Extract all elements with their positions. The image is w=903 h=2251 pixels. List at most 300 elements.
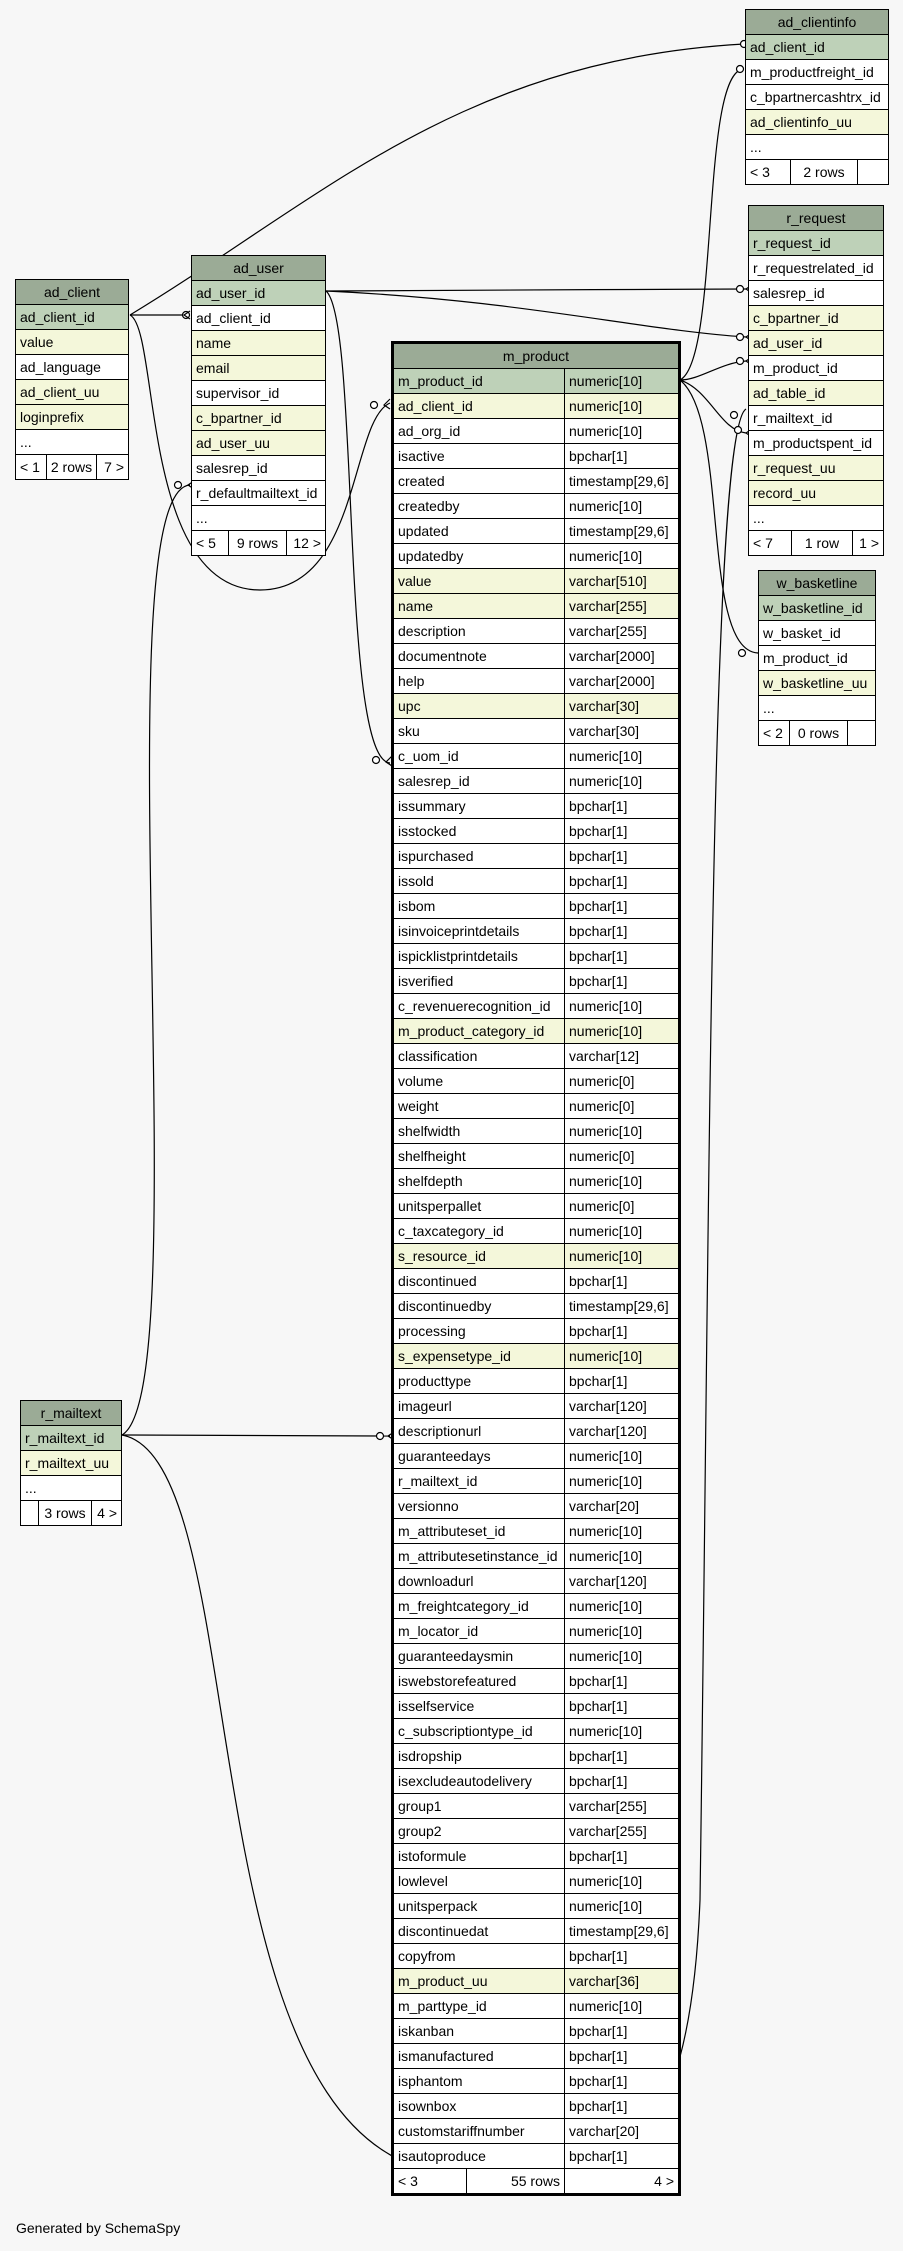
row-count: 55 rows xyxy=(466,2169,564,2193)
column-row[interactable] xyxy=(394,919,678,944)
children-count[interactable]: 12 > xyxy=(286,531,325,555)
table-ad-clientinfo[interactable] xyxy=(745,9,889,185)
column-name: r_mailtext_id xyxy=(394,1469,564,1493)
column-row[interactable] xyxy=(746,60,888,85)
column-name: name xyxy=(192,331,325,355)
children-count[interactable] xyxy=(847,721,875,745)
column-type: numeric[10] xyxy=(564,544,678,568)
column-list xyxy=(749,231,883,531)
edge-aduser-rrequest xyxy=(326,291,746,337)
column-type: bpchar[1] xyxy=(564,1944,678,1968)
column-row[interactable] xyxy=(749,431,883,456)
column-row[interactable] xyxy=(394,694,678,719)
table-footer xyxy=(746,160,888,184)
column-row[interactable] xyxy=(394,1969,678,1994)
column-name: loginprefix xyxy=(16,405,128,429)
column-row[interactable] xyxy=(192,406,325,431)
column-row[interactable] xyxy=(394,394,678,419)
column-name: s_expensetype_id xyxy=(394,1344,564,1368)
column-name: ismanufactured xyxy=(394,2044,564,2068)
column-name: imageurl xyxy=(394,1394,564,1418)
more-columns-row xyxy=(16,430,128,455)
column-type: bpchar[1] xyxy=(564,2044,678,2068)
column-name: shelfheight xyxy=(394,1144,564,1168)
table-w-basketline[interactable] xyxy=(758,570,876,746)
edge-mproduct-rrequest-spent xyxy=(680,380,746,433)
column-type: bpchar[1] xyxy=(564,2019,678,2043)
column-name: group2 xyxy=(394,1819,564,1843)
column-row[interactable] xyxy=(394,1544,678,1569)
column-name: m_attributesetinstance_id xyxy=(394,1544,564,1568)
column-name: m_product_category_id xyxy=(394,1019,564,1043)
column-type: bpchar[1] xyxy=(564,2094,678,2118)
column-row[interactable] xyxy=(394,1744,678,1769)
table-title: r_mailtext xyxy=(21,1401,121,1426)
column-row[interactable] xyxy=(394,1594,678,1619)
column-name: ... xyxy=(746,135,888,159)
column-type: bpchar[1] xyxy=(564,944,678,968)
edge-mailtext-mproduct xyxy=(122,1435,390,1436)
column-row[interactable] xyxy=(394,1344,678,1369)
column-row[interactable] xyxy=(192,431,325,456)
column-row[interactable] xyxy=(394,1444,678,1469)
column-row[interactable] xyxy=(394,869,678,894)
column-row[interactable] xyxy=(394,1869,678,1894)
column-name: m_productfreight_id xyxy=(746,60,888,84)
column-name: discontinued xyxy=(394,1269,564,1293)
row-count: 2 rows xyxy=(790,160,857,184)
column-row[interactable] xyxy=(394,1519,678,1544)
column-row[interactable] xyxy=(749,281,883,306)
column-type: varchar[12] xyxy=(564,1044,678,1068)
column-name: m_attributeset_id xyxy=(394,1519,564,1543)
table-footer xyxy=(394,2169,678,2193)
column-row[interactable] xyxy=(394,1094,678,1119)
column-name: ad_client_id xyxy=(394,394,564,418)
column-row[interactable] xyxy=(394,1769,678,1794)
column-row[interactable] xyxy=(759,646,875,671)
column-name: created xyxy=(394,469,564,493)
column-row[interactable] xyxy=(394,744,678,769)
parents-count[interactable]: < 3 xyxy=(394,2169,466,2193)
table-footer xyxy=(749,531,883,555)
column-type: varchar[20] xyxy=(564,2119,678,2143)
column-row[interactable] xyxy=(394,444,678,469)
column-name: r_defaultmailtext_id xyxy=(192,481,325,505)
column-type: numeric[10] xyxy=(564,369,678,393)
column-row[interactable] xyxy=(394,1044,678,1069)
column-row[interactable] xyxy=(394,519,678,544)
column-row[interactable] xyxy=(394,1994,678,2019)
table-title: w_basketline xyxy=(759,571,875,596)
column-name: customstariffnumber xyxy=(394,2119,564,2143)
column-name: shelfwidth xyxy=(394,1119,564,1143)
column-type: varchar[36] xyxy=(564,1969,678,1993)
column-name: group1 xyxy=(394,1794,564,1818)
column-row[interactable] xyxy=(394,1119,678,1144)
column-row[interactable] xyxy=(394,1294,678,1319)
column-name: ispicklistprintdetails xyxy=(394,944,564,968)
table-footer xyxy=(21,1501,121,1525)
column-row[interactable] xyxy=(394,1794,678,1819)
generated-by-note: Generated by SchemaSpy xyxy=(16,2220,181,2236)
column-row[interactable] xyxy=(746,85,888,110)
row-count: 2 rows xyxy=(46,455,96,479)
column-name: ad_clientinfo_uu xyxy=(746,110,888,134)
column-row[interactable] xyxy=(749,406,883,431)
column-row[interactable] xyxy=(749,306,883,331)
column-name: ... xyxy=(21,1476,121,1500)
column-name: ad_client_id xyxy=(192,306,325,330)
column-name: versionno xyxy=(394,1494,564,1518)
column-type: bpchar[1] xyxy=(564,2144,678,2168)
column-type: bpchar[1] xyxy=(564,444,678,468)
column-name: w_basket_id xyxy=(759,621,875,645)
column-type: numeric[10] xyxy=(564,1444,678,1468)
parents-count[interactable]: < 5 xyxy=(192,531,228,555)
parents-count[interactable]: < 7 xyxy=(749,531,791,555)
more-columns-row xyxy=(192,506,325,531)
column-row[interactable] xyxy=(749,331,883,356)
column-row[interactable] xyxy=(394,1569,678,1594)
column-type: bpchar[1] xyxy=(564,1844,678,1868)
column-type: numeric[10] xyxy=(564,494,678,518)
column-row[interactable] xyxy=(394,419,678,444)
column-row[interactable] xyxy=(394,1144,678,1169)
column-name: createdby xyxy=(394,494,564,518)
column-row[interactable] xyxy=(394,2094,678,2119)
column-row[interactable] xyxy=(394,1494,678,1519)
column-name: updated xyxy=(394,519,564,543)
column-name: iskanban xyxy=(394,2019,564,2043)
column-name: isautoproduce xyxy=(394,2144,564,2168)
column-name: m_product_uu xyxy=(394,1969,564,1993)
column-row[interactable] xyxy=(394,619,678,644)
column-type: varchar[120] xyxy=(564,1394,678,1418)
column-type: numeric[0] xyxy=(564,1069,678,1093)
column-list xyxy=(759,596,875,721)
column-name: isexcludeautodelivery xyxy=(394,1769,564,1793)
column-type: numeric[0] xyxy=(564,1194,678,1218)
column-name: isdropship xyxy=(394,1744,564,1768)
column-name: c_uom_id xyxy=(394,744,564,768)
column-name: salesrep_id xyxy=(749,281,883,305)
column-name: lowlevel xyxy=(394,1869,564,1893)
column-name: value xyxy=(394,569,564,593)
column-name: c_bpartner_id xyxy=(192,406,325,430)
column-name: c_bpartnercashtrx_id xyxy=(746,85,888,109)
table-footer xyxy=(16,455,128,479)
column-type: numeric[10] xyxy=(564,1894,678,1918)
column-type: varchar[30] xyxy=(564,719,678,743)
column-type: bpchar[1] xyxy=(564,969,678,993)
column-type: numeric[10] xyxy=(564,1244,678,1268)
column-row[interactable] xyxy=(394,944,678,969)
column-row[interactable] xyxy=(394,2019,678,2044)
row-count: 9 rows xyxy=(228,531,286,555)
children-count[interactable] xyxy=(857,160,888,184)
column-row[interactable] xyxy=(394,2144,678,2169)
column-row[interactable] xyxy=(16,380,128,405)
column-row[interactable] xyxy=(394,769,678,794)
table-m-product[interactable] xyxy=(391,341,681,2196)
column-name: ad_language xyxy=(16,355,128,379)
column-row[interactable] xyxy=(394,1694,678,1719)
column-name: record_uu xyxy=(749,481,883,505)
column-row[interactable] xyxy=(394,1194,678,1219)
column-name: guaranteedays xyxy=(394,1444,564,1468)
column-row[interactable] xyxy=(394,1944,678,1969)
more-columns-row xyxy=(746,135,888,160)
column-row[interactable] xyxy=(394,969,678,994)
column-name: discontinuedat xyxy=(394,1919,564,1943)
row-count: 1 row xyxy=(791,531,852,555)
column-name: weight xyxy=(394,1094,564,1118)
column-type: varchar[255] xyxy=(564,1794,678,1818)
column-name: ad_table_id xyxy=(749,381,883,405)
column-type: numeric[10] xyxy=(564,394,678,418)
column-type: numeric[10] xyxy=(564,1169,678,1193)
column-name: ad_user_id xyxy=(192,281,325,305)
column-type: numeric[10] xyxy=(564,1719,678,1743)
column-row[interactable] xyxy=(394,1669,678,1694)
column-row[interactable] xyxy=(394,1069,678,1094)
column-type: bpchar[1] xyxy=(564,1669,678,1693)
table-title: r_request xyxy=(749,206,883,231)
edge-mproduct-wbasketline xyxy=(680,380,758,653)
column-name: issummary xyxy=(394,794,564,818)
column-row[interactable] xyxy=(394,1919,678,1944)
column-row[interactable] xyxy=(192,456,325,481)
column-row[interactable] xyxy=(746,35,888,60)
column-row[interactable] xyxy=(394,844,678,869)
column-row[interactable] xyxy=(394,669,678,694)
column-row[interactable] xyxy=(16,330,128,355)
column-row[interactable] xyxy=(394,994,678,1019)
column-name: w_basketline_id xyxy=(759,596,875,620)
column-name: discontinuedby xyxy=(394,1294,564,1318)
column-row[interactable] xyxy=(394,1319,678,1344)
column-name: c_revenuerecognition_id xyxy=(394,994,564,1018)
column-row[interactable] xyxy=(21,1451,121,1476)
column-row[interactable] xyxy=(749,256,883,281)
parents-count[interactable]: < 2 xyxy=(759,721,789,745)
column-row[interactable] xyxy=(394,1169,678,1194)
column-name: ad_client_uu xyxy=(16,380,128,404)
column-row[interactable] xyxy=(192,481,325,506)
column-type: bpchar[1] xyxy=(564,794,678,818)
column-name: ispurchased xyxy=(394,844,564,868)
column-name: ad_client_id xyxy=(16,305,128,329)
column-row[interactable] xyxy=(749,456,883,481)
column-name: email xyxy=(192,356,325,380)
column-list xyxy=(21,1426,121,1501)
table-r-request[interactable] xyxy=(748,205,884,556)
column-row[interactable] xyxy=(16,355,128,380)
column-name: salesrep_id xyxy=(192,456,325,480)
column-row[interactable] xyxy=(394,1419,678,1444)
table-title: ad_user xyxy=(192,256,325,281)
column-type: varchar[20] xyxy=(564,1494,678,1518)
column-name: m_locator_id xyxy=(394,1619,564,1643)
column-name: r_mailtext_id xyxy=(749,406,883,430)
column-row[interactable] xyxy=(749,481,883,506)
edge-mproduct-rrequest xyxy=(680,361,746,380)
column-row[interactable] xyxy=(394,1019,678,1044)
column-row[interactable] xyxy=(746,110,888,135)
column-name: volume xyxy=(394,1069,564,1093)
column-name: c_taxcategory_id xyxy=(394,1219,564,1243)
column-row[interactable] xyxy=(394,644,678,669)
column-type: numeric[10] xyxy=(564,1994,678,2018)
column-name: c_subscriptiontype_id xyxy=(394,1719,564,1743)
row-count: 0 rows xyxy=(789,721,847,745)
column-type: bpchar[1] xyxy=(564,1319,678,1343)
column-list xyxy=(394,369,678,2169)
column-row[interactable] xyxy=(192,281,325,306)
column-list xyxy=(192,281,325,531)
parents-count[interactable] xyxy=(21,1501,38,1525)
column-type: bpchar[1] xyxy=(564,869,678,893)
column-row[interactable] xyxy=(394,1894,678,1919)
column-name: producttype xyxy=(394,1369,564,1393)
column-name: ... xyxy=(16,430,128,454)
column-row[interactable] xyxy=(394,469,678,494)
column-row[interactable] xyxy=(394,1394,678,1419)
column-row[interactable] xyxy=(394,1719,678,1744)
column-name: s_resource_id xyxy=(394,1244,564,1268)
column-row[interactable] xyxy=(394,544,678,569)
children-count[interactable]: 1 > xyxy=(852,531,883,555)
more-columns-row xyxy=(749,506,883,531)
column-row[interactable] xyxy=(192,381,325,406)
column-row[interactable] xyxy=(394,819,678,844)
column-row[interactable] xyxy=(394,369,678,394)
column-name: isownbox xyxy=(394,2094,564,2118)
column-row[interactable] xyxy=(192,306,325,331)
parents-count[interactable]: < 1 xyxy=(16,455,46,479)
column-type: numeric[10] xyxy=(564,1469,678,1493)
children-count[interactable]: 4 > xyxy=(91,1501,121,1525)
column-row[interactable] xyxy=(16,405,128,430)
column-name: r_request_uu xyxy=(749,456,883,480)
column-row[interactable] xyxy=(394,1469,678,1494)
column-row[interactable] xyxy=(192,331,325,356)
column-row[interactable] xyxy=(21,1426,121,1451)
column-type: bpchar[1] xyxy=(564,819,678,843)
column-row[interactable] xyxy=(394,1244,678,1269)
column-name: iswebstorefeatured xyxy=(394,1669,564,1693)
column-type: varchar[120] xyxy=(564,1569,678,1593)
table-title: ad_client xyxy=(16,280,128,305)
column-row[interactable] xyxy=(394,569,678,594)
table-title: m_product xyxy=(394,344,678,369)
edge-mailtext-aduser xyxy=(122,485,190,1435)
table-ad-client[interactable] xyxy=(15,279,129,480)
column-name: descriptionurl xyxy=(394,1419,564,1443)
column-row[interactable] xyxy=(394,1619,678,1644)
column-type: numeric[10] xyxy=(564,1019,678,1043)
column-type: varchar[255] xyxy=(564,619,678,643)
column-row[interactable] xyxy=(394,2069,678,2094)
column-row[interactable] xyxy=(759,596,875,621)
table-footer xyxy=(759,721,875,745)
column-row[interactable] xyxy=(759,671,875,696)
column-row[interactable] xyxy=(394,594,678,619)
column-row[interactable] xyxy=(394,1844,678,1869)
column-name: shelfdepth xyxy=(394,1169,564,1193)
column-name: isselfservice xyxy=(394,1694,564,1718)
column-row[interactable] xyxy=(192,356,325,381)
column-type: varchar[30] xyxy=(564,694,678,718)
column-name: supervisor_id xyxy=(192,381,325,405)
column-row[interactable] xyxy=(749,381,883,406)
column-name: classification xyxy=(394,1044,564,1068)
column-row[interactable] xyxy=(394,1269,678,1294)
column-type: bpchar[1] xyxy=(564,844,678,868)
column-row[interactable] xyxy=(16,305,128,330)
parents-count[interactable]: < 3 xyxy=(746,160,790,184)
column-name: ... xyxy=(759,696,875,720)
column-type: bpchar[1] xyxy=(564,919,678,943)
column-row[interactable] xyxy=(394,1369,678,1394)
column-row[interactable] xyxy=(394,2119,678,2144)
column-name: m_product_id xyxy=(759,646,875,670)
column-row[interactable] xyxy=(759,621,875,646)
column-name: isphantom xyxy=(394,2069,564,2093)
table-footer xyxy=(192,531,325,555)
column-name: r_mailtext_id xyxy=(21,1426,121,1450)
column-row[interactable] xyxy=(394,1219,678,1244)
column-type: numeric[10] xyxy=(564,994,678,1018)
column-name: isverified xyxy=(394,969,564,993)
column-row[interactable] xyxy=(749,231,883,256)
more-columns-row xyxy=(21,1476,121,1501)
column-row[interactable] xyxy=(749,356,883,381)
children-count[interactable]: 7 > xyxy=(96,455,128,479)
table-r-mailtext[interactable] xyxy=(20,1400,122,1526)
column-type: bpchar[1] xyxy=(564,1369,678,1393)
column-row[interactable] xyxy=(394,1644,678,1669)
children-count[interactable]: 4 > xyxy=(564,2169,678,2193)
row-count: 3 rows xyxy=(38,1501,91,1525)
column-row[interactable] xyxy=(394,1819,678,1844)
column-type: bpchar[1] xyxy=(564,1694,678,1718)
column-row[interactable] xyxy=(394,2044,678,2069)
column-row[interactable] xyxy=(394,494,678,519)
column-type: varchar[2000] xyxy=(564,644,678,668)
column-type: numeric[10] xyxy=(564,1869,678,1893)
table-ad-user[interactable] xyxy=(191,255,326,556)
column-name: guaranteedaysmin xyxy=(394,1644,564,1668)
column-name: ad_org_id xyxy=(394,419,564,443)
column-list xyxy=(746,35,888,160)
column-name: issold xyxy=(394,869,564,893)
column-name: isbom xyxy=(394,894,564,918)
column-type: numeric[10] xyxy=(564,744,678,768)
column-name: m_parttype_id xyxy=(394,1994,564,2018)
column-type: numeric[10] xyxy=(564,1594,678,1618)
column-name: ad_user_id xyxy=(749,331,883,355)
column-row[interactable] xyxy=(394,794,678,819)
column-row[interactable] xyxy=(394,719,678,744)
column-name: r_request_id xyxy=(749,231,883,255)
column-type: timestamp[29,6] xyxy=(564,469,678,493)
column-name: unitsperpallet xyxy=(394,1194,564,1218)
column-name: w_basketline_uu xyxy=(759,671,875,695)
column-type: numeric[10] xyxy=(564,1544,678,1568)
column-row[interactable] xyxy=(394,894,678,919)
